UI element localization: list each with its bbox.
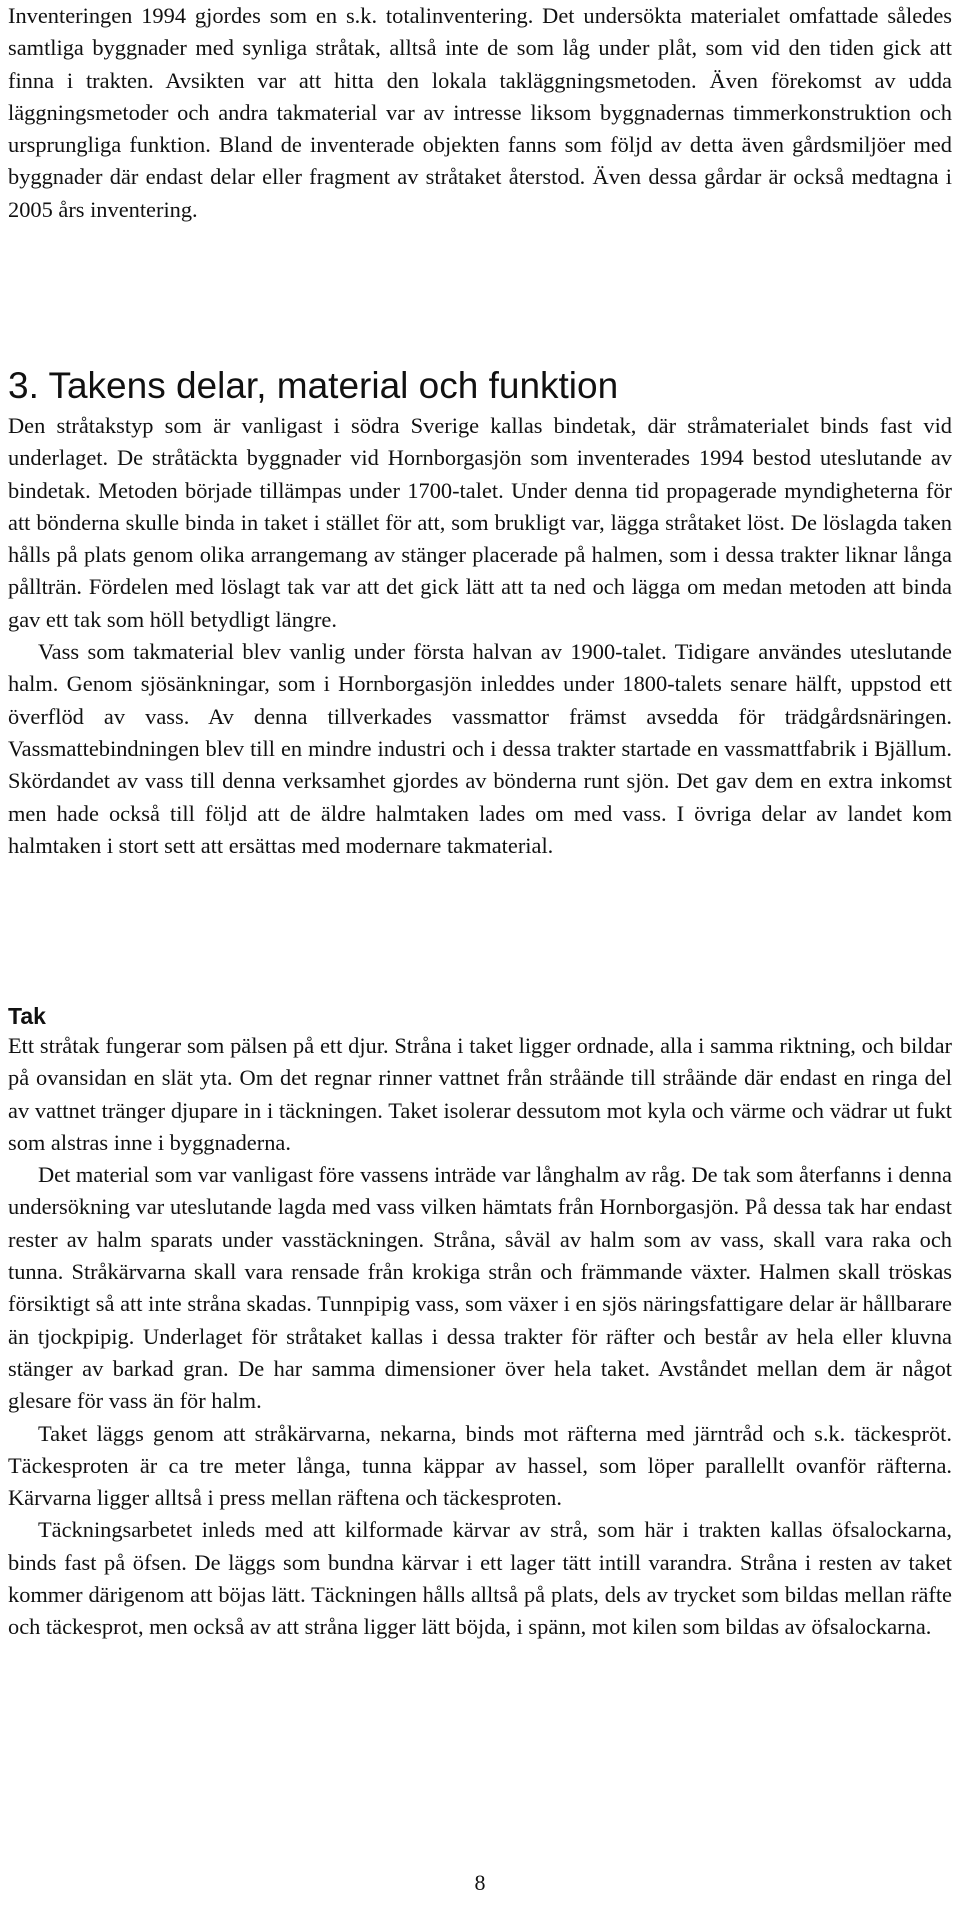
tak-heading: Tak [8, 1003, 46, 1029]
section-heading: 3. Takens delar, material och funktion [8, 365, 619, 406]
intro-section [8, 0, 952, 226]
tak-body [8, 1030, 952, 1644]
tak-paragraph-4: Täckningsarbetet inleds med att kilformade kärvar av strå, som här i trakten kallas öfsalockarna, binds fast på öfsen. De läggs som bundna kärvar i ett lager tätt intill varandra. Stråna i resten av taket kommer därigenom att böjas lätt. Täckningen hålls alltså på plats, dels av trycket som bildas mellan räfte och täckesprot, men också av att stråna ligger lätt böjda, i spänn, mot kilen som bildas av öfsalockarna. [8, 1517, 952, 1640]
document-page [8, 0, 952, 1906]
tak-paragraph-3: Taket läggs genom att stråkärvarna, nekarna, binds mot räfterna med järntråd och s.k. täckespröt. Täckesproten är ca tre meter långa, tunna käppar av hassel, som löper parallellt ovanför räfterna. Kärvarna ligger alltså i press mellan räftena och täckesproten. [8, 1420, 952, 1511]
page-number: 8 [474, 1870, 486, 1895]
tak-paragraph-1: Ett stråtak fungerar som pälsen på ett djur. Stråna i taket ligger ordnade, alla i samma riktning, och bildar på ovansidan en slät yta. Om det regnar rinner vattnet från stråände till stråände där endast en ringa del av vattnet tränger djupare in i täckningen. Taket isolerar dessutom mot kyla och värme och vädrar ut fukt som alstras inne i byggnaderna. [8, 1033, 952, 1155]
section-paragraph-1: Den stråtakstyp som är vanligast i södra Sverige kallas bindetak, där stråmaterialet binds fast vid underlaget. De stråtäckta byggnader vid Hornborgasjön som inventerades 1994 bestod uteslutande av bindetak. Metoden började tillämpas under 1700-talet. Under denna tid propagerade myndigheterna för att bönderna skulle binda in taket i stället för att, som brukligt var, lägga stråtaket löst. De löslagda taken hålls på plats genom olika arrangemang av stänger placerade på halmen, som i dessa trakter liknar långa pållträn. Fördelen med löslagt tak var att det gick lätt att ta ned och lägga om medan metoden att binda gav ett tak som höll betydligt längre. [8, 413, 952, 632]
intro-paragraph: Inventeringen 1994 gjordes som en s.k. totalinventering. Det undersökta materialet omfattade således samtliga byggnader med synliga stråtak, alltså inte de som låg under plåt, som vid den tiden gick att finna i trakten. Avsikten var att hitta den lokala takläggningsmetoden. Även förekomst av udda läggningsmetoder och andra takmaterial var av intresse liksom byggnadernas timmerkonstruktion och ursprungliga funktion. Bland de inventerade objekten fanns som följd av detta även gårdsmiljöer med byggnader där endast delar eller fragment av stråtaket återstod. Även dessa gårdar är också medtagna i 2005 års inventering. [8, 3, 952, 222]
section-body [8, 410, 952, 862]
section-paragraph-2: Vass som takmaterial blev vanlig under första halvan av 1900-talet. Tidigare användes uteslutande halm. Genom sjösänkningar, som i Hornborgasjön inleddes under 1800-talets senare hälft, uppstod ett överflöd av vass. Av denna tillverkades vassmattor främst avsedda för trädgårdsnäringen. Vassmattebindningen blev till en mindre industri och i dessa trakter startade en vassmattfabrik i Bjällum. Skördandet av vass till denna verksamhet gjordes av bönderna runt sjön. Det gav dem en extra inkomst men hade också till följd att de äldre halmtaken lades om med vass. I övriga delar av landet kom halmtaken i stort sett att ersättas med modernare takmaterial. [8, 639, 952, 858]
tak-paragraph-2: Det material som var vanligast före vassens inträde var långhalm av råg. De tak som återfanns i denna undersökning var uteslutande lagda med vass vilken hämtats från Hornborgasjön. På dessa tak har endast rester av halm sparats under vasstäckningen. Stråna, såväl av halm som av vass, skall vara raka och tunna. Stråkärvarna skall vara rensade från krokiga strån och främmande växter. Halmen skall tröskas försiktigt så att inte stråna skadas. Tunnpipig vass, som växer i en sjös näringsfattigare delar är hållbarare än tjockpipig. Underlaget för stråtaket kallas i dessa trakter för räfter och består av hela eller kluvna stänger av barkad gran. De har samma dimensioner över hela taket. Avståndet mellan dem är något glesare för vass än för halm. [8, 1162, 952, 1414]
